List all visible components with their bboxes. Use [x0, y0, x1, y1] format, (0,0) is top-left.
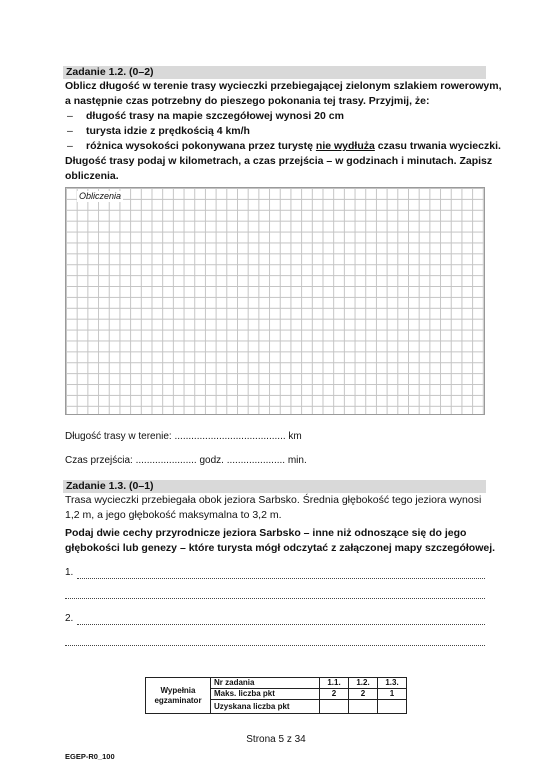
examiner-label: Wypełnia egzaminator	[154, 685, 202, 705]
task-number-cell: 1.1.	[320, 678, 349, 689]
page-number: Strona 5 z 34	[246, 734, 306, 745]
earned-points-cell[interactable]	[320, 700, 349, 714]
task-1-2-intro-line-2: a następnie czas potrzebny do pieszego pokonania tej trasy. Przyjmij, że:	[65, 95, 430, 107]
task-1-3-question-line-1: Podaj dwie cechy przyrodnicze jeziora Sarbsko – inne niż odnoszące się do jego	[65, 527, 467, 539]
assumption-text-underlined: nie wydłuża	[315, 140, 375, 152]
max-points-cell: 2	[349, 689, 378, 700]
earned-points-cell[interactable]	[378, 700, 407, 714]
answer-1-line-b[interactable]	[65, 597, 485, 599]
row-label-max-points: Maks. liczba pkt	[211, 689, 320, 700]
assumption-text: turysta idzie z prędkością 4 km/h	[86, 125, 250, 137]
assumption-text-post: czasu trwania wycieczki.	[374, 140, 501, 152]
task-number-cell: 1.3.	[378, 678, 407, 689]
answer-2-line-a[interactable]	[77, 623, 485, 625]
task-1-2-closing-line-1: Długość trasy podaj w kilometrach, a czas przejścia – w godzinach i minutach. Zapisz	[65, 155, 493, 167]
assumption-map-length	[67, 109, 344, 124]
answer-route-length[interactable]: Długość trasy w terenie: ........................................ km	[65, 431, 302, 442]
bullet-dash: –	[67, 125, 73, 137]
task-number-cell: 1.2.	[349, 678, 378, 689]
max-points-cell: 2	[320, 689, 349, 700]
assumption-speed	[67, 124, 250, 139]
task-1-3-header: Zadanie 1.3. (0–1)	[63, 480, 486, 493]
assumption-text-pre: różnica wysokości pokonywana przez turystę	[86, 140, 316, 152]
task-1-3-question-line-2: głębokości lub genezy – które turysta mógł odczytać z załączonej mapy szczegółowej.	[65, 542, 496, 554]
calculation-grid[interactable]	[65, 187, 485, 415]
task-1-2-intro-line-1: Oblicz długość w terenie trasy wycieczki przebiegającej zielonym szlakiem rowerowym,	[65, 80, 502, 92]
answer-2-line-b[interactable]	[65, 644, 485, 646]
task-1-3-context-line-2: 1,2 m, a jego głębokość maksymalna to 3,2 m.	[65, 509, 282, 521]
answer-1-label: 1.	[65, 567, 74, 578]
answer-2-label: 2.	[65, 613, 74, 624]
task-1-2-closing-line-2: obliczenia.	[65, 170, 119, 182]
bullet-dash: –	[67, 140, 73, 152]
examiner-label-cell	[146, 678, 211, 714]
answer-1-line-a[interactable]	[77, 577, 485, 579]
calculation-grid-label: Obliczenia	[79, 191, 122, 201]
assumption-elevation	[67, 139, 501, 154]
answer-walk-time[interactable]: Czas przejścia: ...................... godz. ..................... min.	[65, 455, 307, 466]
task-1-3-context-line-1: Trasa wycieczki przebiegała obok jeziora Sarbsko. Średnia głębokość tego jeziora wynosi	[65, 494, 482, 506]
bullet-dash: –	[67, 110, 73, 122]
row-label-earned-points: Uzyskana liczba pkt	[211, 700, 320, 714]
earned-points-cell[interactable]	[349, 700, 378, 714]
max-points-cell: 1	[378, 689, 407, 700]
row-label-task-number: Nr zadania	[211, 678, 320, 689]
document-code: EGEP-R0_100	[65, 752, 115, 761]
assumption-text: długość trasy na mapie szczegółowej wynosi 20 cm	[86, 110, 344, 122]
examiner-score-table	[145, 677, 407, 714]
task-1-2-header: Zadanie 1.2. (0–2)	[63, 66, 486, 79]
